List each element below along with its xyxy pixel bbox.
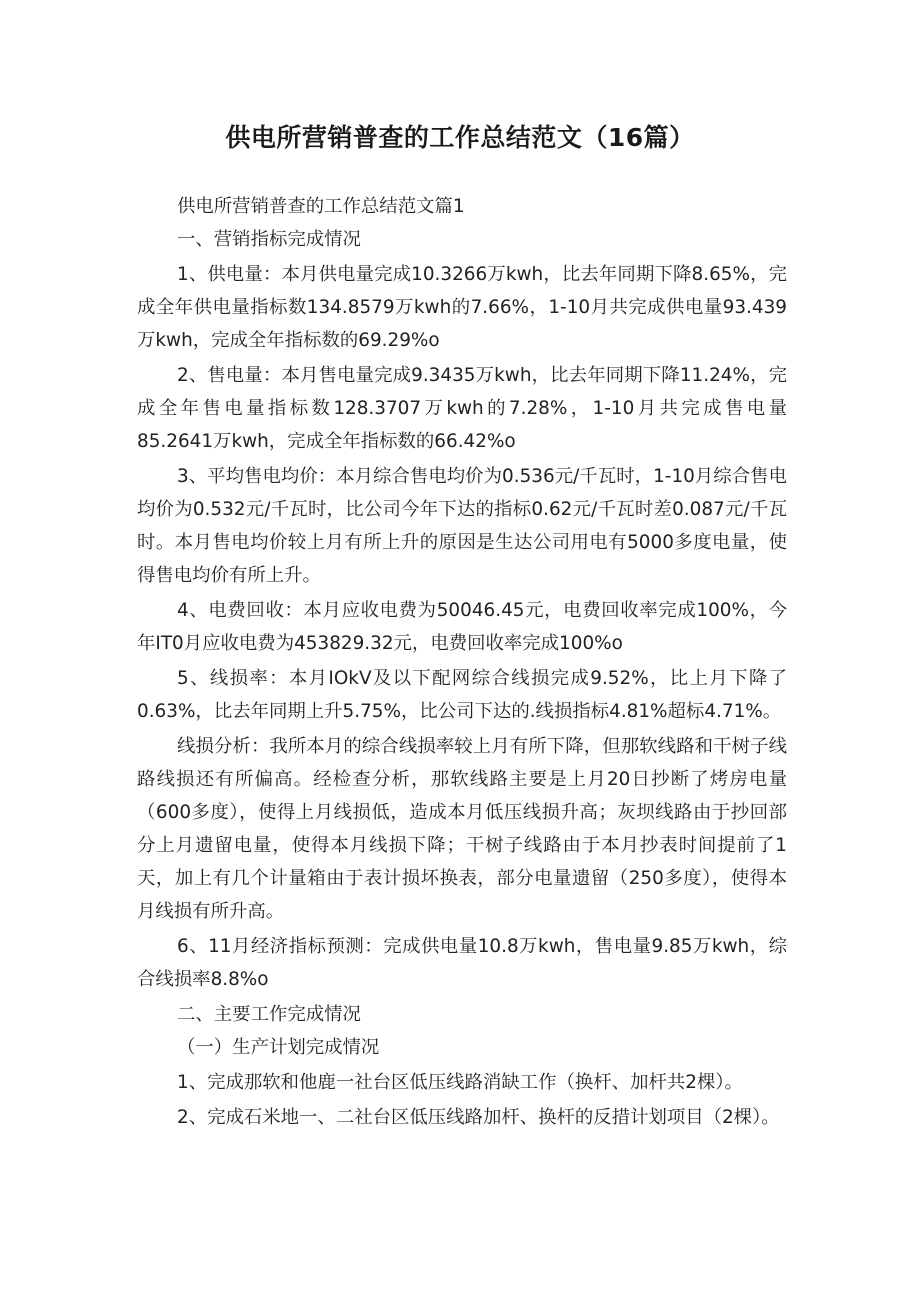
- paragraph-forecast: 6、11月经济指标预测：完成供电量10.8万kwh，售电量9.85万kwh，综合线损率8.8%o: [137, 936, 787, 990]
- paragraph-supply: 1、供电量：本月供电量完成10.3266万kwh，比去年同期下降8.65%，完成全年供电量指标数134.8579万kwh的7.66%，1-10月共完成供电量93.439万kwh，完成全年指标数的69.29%o: [137, 264, 787, 351]
- paragraph-fee: 4、电费回收：本月应收电费为50046.45元，电费回收率完成100%，今年IT0月应收电费为453829.32元，电费回收率完成100%o: [137, 600, 787, 654]
- document-title: 供电所营销普查的工作总结范文（16篇）: [225, 123, 695, 152]
- subsection-heading-1: （一）生产计划完成情况: [177, 1037, 380, 1058]
- list-item-2: 2、完成石米地一、二社台区低压线路加杆、换杆的反措计划项目（2棵）。: [177, 1107, 780, 1128]
- list-item-1: 1、完成那软和他鹿一社台区低压线路消缺工作（换杆、加杆共2棵）。: [177, 1072, 743, 1093]
- section-heading-1: 一、营销指标完成情况: [177, 229, 361, 250]
- article-subtitle: 供电所营销普查的工作总结范文篇1: [177, 196, 465, 217]
- section-heading-2: 二、主要工作完成情况: [177, 1004, 361, 1025]
- document-body: [137, 190, 787, 1134]
- paragraph-loss: 5、线损率：本月IOkV及以下配网综合线损完成9.52%，比上月下降了0.63%，比去年同期上升5.75%，比公司下达的.线损指标4.81%超标4.71%。: [137, 668, 787, 722]
- paragraph-analysis: 线损分析：我所本月的综合线损率较上月有所下降，但那软线路和干树子线路线损还有所偏高。经检查分析，那软线路主要是上月20日抄断了烤房电量（600多度），使得上月线损低，造成本月低压线损升高；灰坝线路由于抄回部分上月遗留电量，使得本月线损下降；干树子线路由于本月抄表时间提前了1天，加上有几个计量箱由于表计损坏换表，部分电量遗留（250多度），使得本月线损有所升高。: [137, 736, 787, 922]
- paragraph-price: 3、平均售电均价：本月综合售电均价为0.536元/千瓦时，1-10月综合售电均价为0.532元/千瓦时，比公司今年下达的指标0.62元/千瓦时差0.087元/千瓦时。本月售电均价较上月有所上升的原因是生达公司用电有5000多度电量，使得售电均价有所上升。: [137, 466, 787, 586]
- paragraph-sales: 2、售电量：本月售电量完成9.3435万kwh，比去年同期下降11.24%，完成全年售电量指标数128.3707万kwh的7.28%，1-10月共完成售电量85.2641万kwh，完成全年指标数的66.42%o: [137, 365, 787, 452]
